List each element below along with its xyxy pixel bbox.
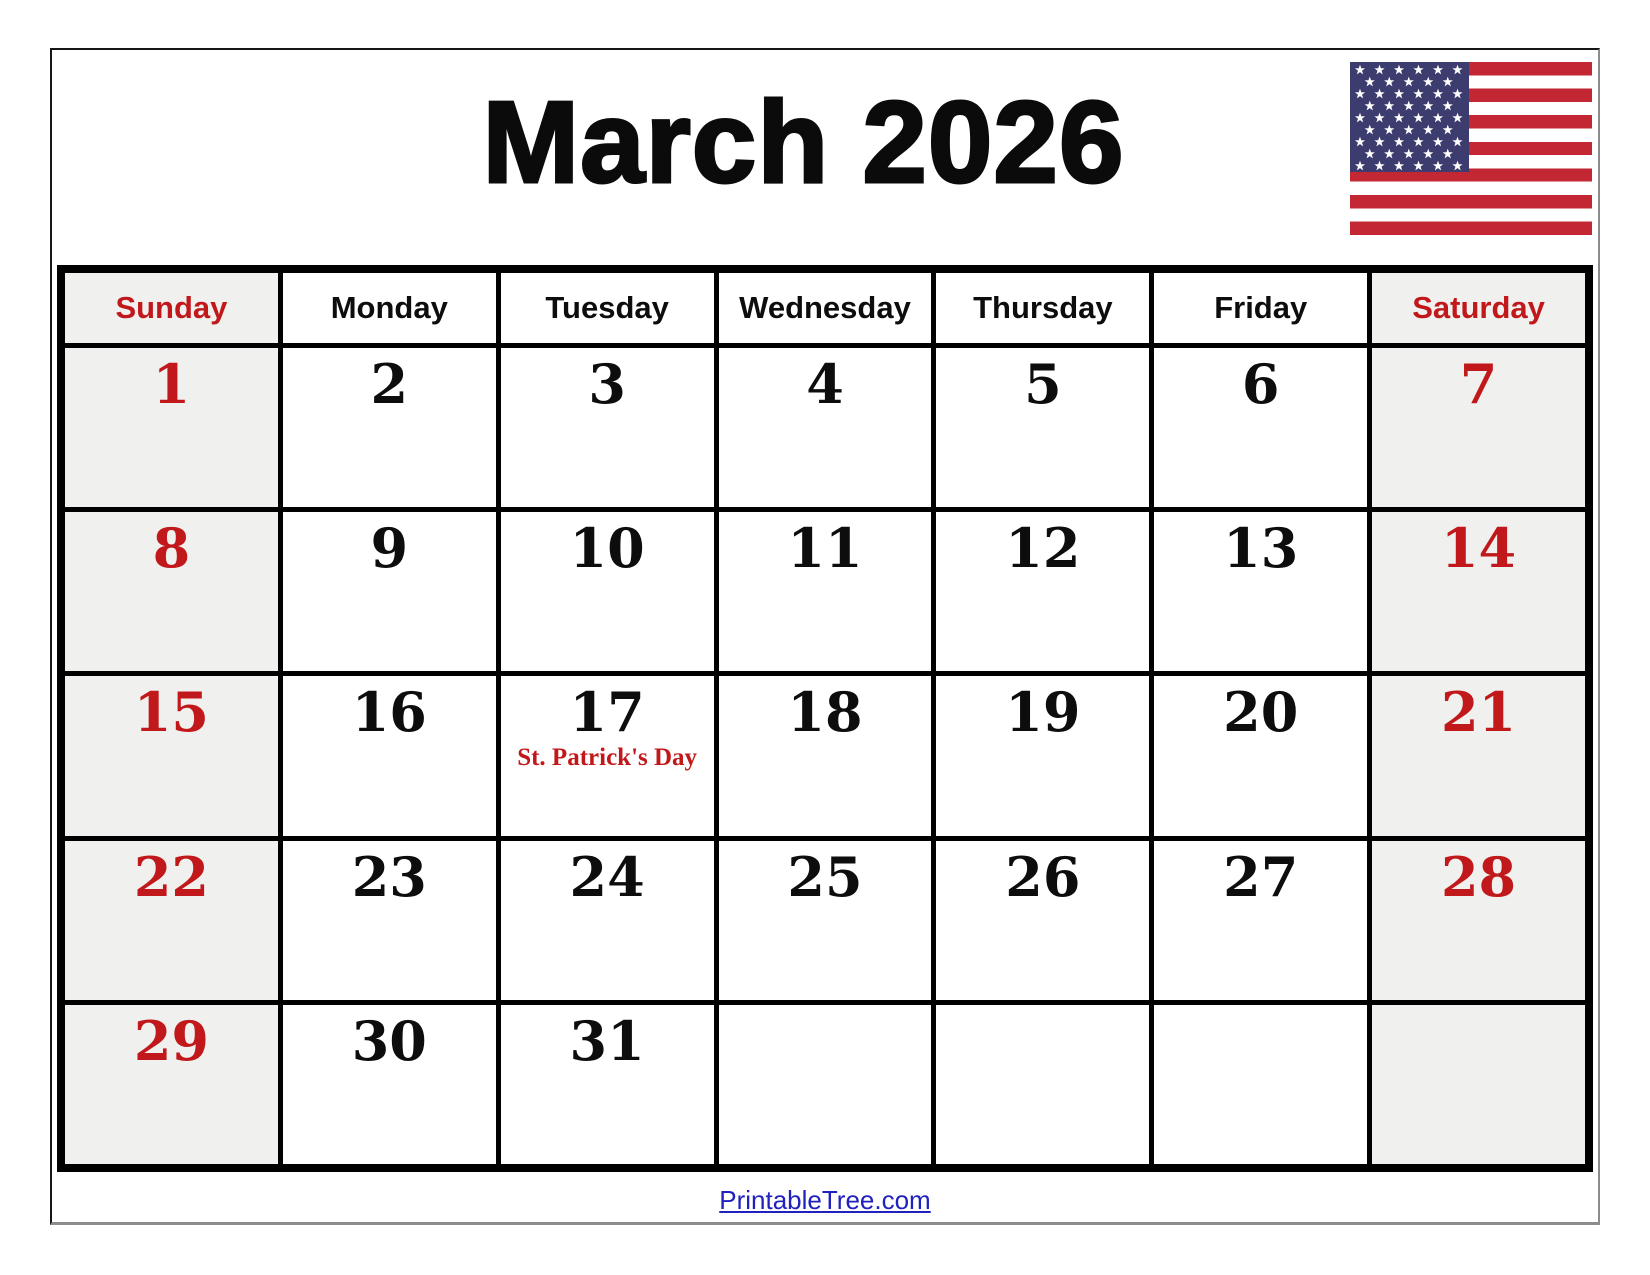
day-number: 10 — [569, 516, 645, 581]
day-number: 22 — [133, 844, 209, 909]
weekday-header-saturday: Saturday — [1372, 273, 1585, 343]
day-number: 16 — [351, 680, 427, 745]
weekday-header-tuesday: Tuesday — [501, 273, 714, 343]
weekday-header-sunday: Sunday — [65, 273, 278, 343]
day-number: 23 — [351, 844, 427, 909]
day-number: 8 — [152, 516, 191, 581]
day-cell-3 — [501, 348, 714, 507]
day-number: 12 — [1005, 516, 1081, 581]
day-number: 28 — [1440, 844, 1517, 909]
day-number: 20 — [1223, 680, 1299, 745]
day-cell-20 — [1154, 676, 1367, 835]
day-cell-11 — [719, 512, 932, 671]
day-cell-19 — [936, 676, 1149, 835]
day-cell-24 — [501, 841, 714, 1000]
day-cell-28 — [1372, 841, 1585, 1000]
day-cell-15 — [65, 676, 278, 835]
day-cell-empty — [719, 1005, 932, 1164]
holiday-label: St. Patrick's Day — [517, 744, 698, 772]
day-cell-empty — [1372, 1005, 1585, 1164]
day-number: 26 — [1005, 844, 1081, 909]
day-number: 5 — [1024, 352, 1062, 416]
day-cell-12 — [936, 512, 1149, 671]
day-number: 21 — [1440, 680, 1517, 745]
day-cell-empty — [936, 1005, 1149, 1164]
day-number: 31 — [569, 1008, 645, 1073]
day-cell-5 — [936, 348, 1149, 507]
day-number: 14 — [1440, 516, 1517, 581]
day-number: 17 — [569, 680, 645, 745]
day-number: 1 — [152, 352, 191, 416]
day-cell-13 — [1154, 512, 1367, 671]
page-title: March 2026 — [482, 77, 1125, 207]
day-number: 3 — [588, 352, 626, 416]
day-cell-16 — [283, 676, 496, 835]
day-number: 19 — [1005, 680, 1081, 745]
flag-canton — [1350, 62, 1469, 172]
weekday-header-monday: Monday — [283, 273, 496, 343]
day-number: 4 — [806, 352, 844, 416]
day-number: 27 — [1223, 844, 1299, 909]
us-flag-icon — [1350, 62, 1592, 235]
day-cell-8 — [65, 512, 278, 671]
day-number: 30 — [351, 1008, 427, 1073]
day-cell-4 — [719, 348, 932, 507]
day-number: 9 — [370, 516, 409, 581]
day-cell-18 — [719, 676, 932, 835]
day-cell-10 — [501, 512, 714, 671]
day-cell-27 — [1154, 841, 1367, 1000]
day-cell-26 — [936, 841, 1149, 1000]
day-number: 18 — [787, 680, 863, 745]
day-cell-6 — [1154, 348, 1367, 507]
day-number: 6 — [1241, 352, 1280, 416]
weekday-header-thursday: Thursday — [936, 273, 1149, 343]
day-number: 7 — [1459, 352, 1498, 416]
flag-stars — [1350, 62, 1469, 172]
day-number: 29 — [133, 1008, 209, 1073]
day-cell-9 — [283, 512, 496, 671]
day-cell-14 — [1372, 512, 1585, 671]
day-number: 15 — [133, 680, 209, 745]
day-number: 13 — [1223, 516, 1299, 581]
day-cell-23 — [283, 841, 496, 1000]
day-cell-29 — [65, 1005, 278, 1164]
footer-link[interactable]: PrintableTree.com — [719, 1185, 931, 1215]
day-cell-30 — [283, 1005, 496, 1164]
day-cell-7 — [1372, 348, 1585, 507]
weekday-header-wednesday: Wednesday — [719, 273, 932, 343]
day-number: 25 — [787, 844, 863, 909]
calendar-grid — [57, 265, 1593, 1172]
day-number: 11 — [787, 516, 863, 581]
day-number: 24 — [569, 844, 645, 909]
day-cell-1 — [65, 348, 278, 507]
day-cell-31 — [501, 1005, 714, 1164]
weekday-header-friday: Friday — [1154, 273, 1367, 343]
day-cell-21 — [1372, 676, 1585, 835]
day-cell-25 — [719, 841, 932, 1000]
day-cell-22 — [65, 841, 278, 1000]
day-cell-17 — [501, 676, 714, 835]
day-cell-2 — [283, 348, 496, 507]
day-number: 2 — [370, 352, 409, 416]
day-cell-empty — [1154, 1005, 1367, 1164]
